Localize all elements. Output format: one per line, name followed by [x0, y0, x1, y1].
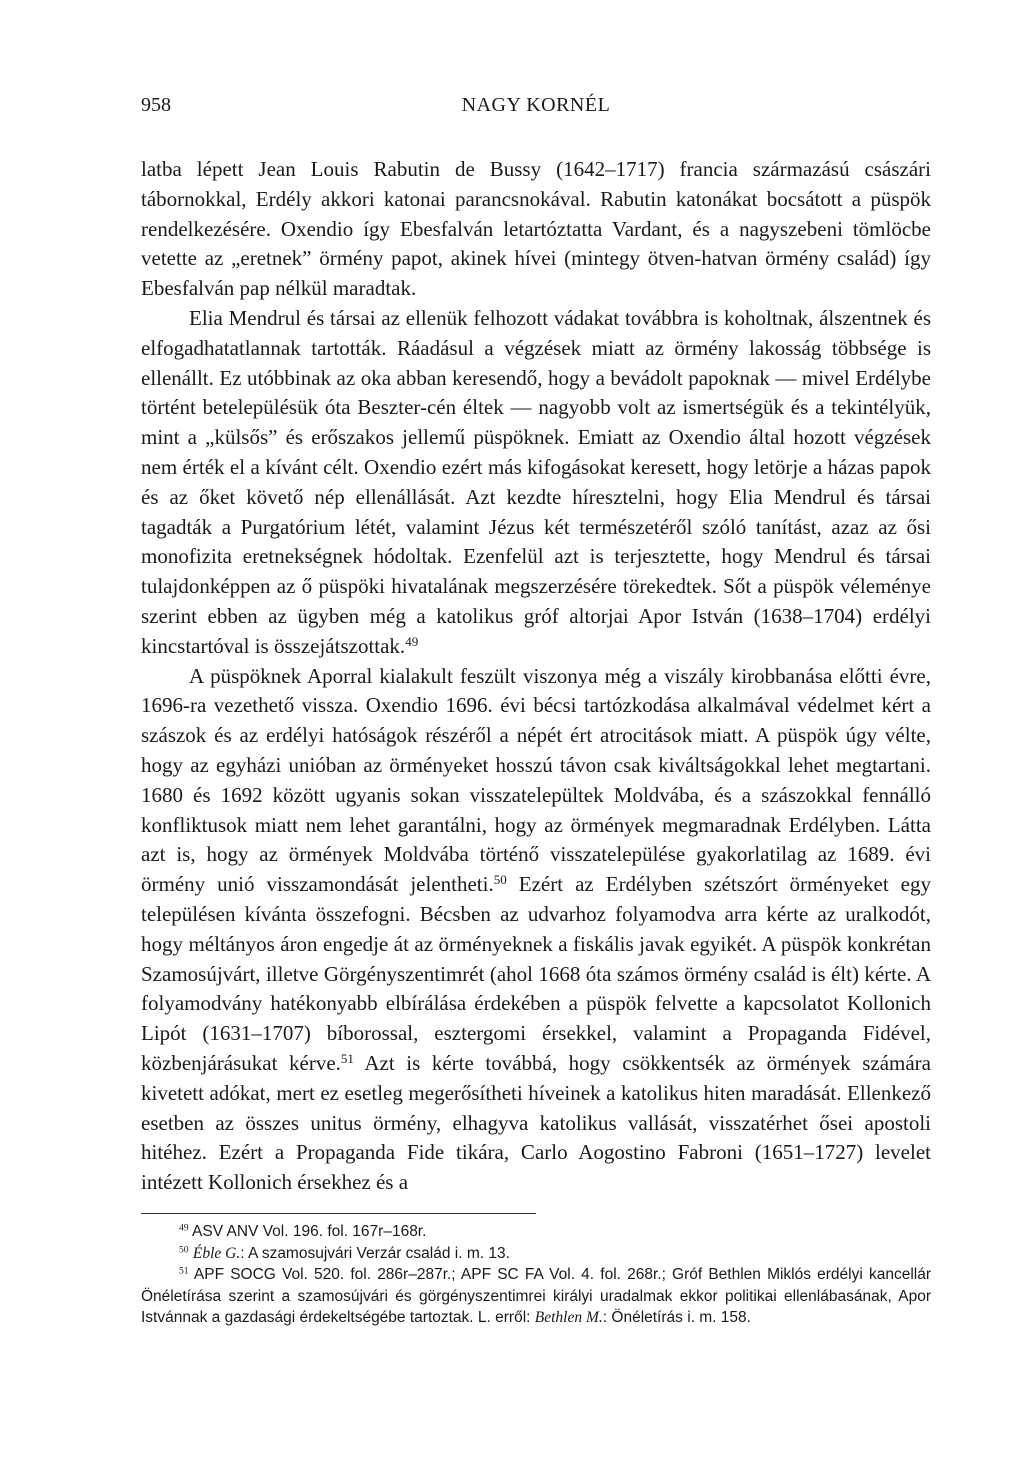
paragraph-2: [141, 304, 931, 662]
paragraph-3-text-a: A püspöknek Aporral kialakult feszült viszonya még a viszály kirobbanása előtti évre, 1696-ra vezethető vissza. Oxendio 1696. évi bécsi tartózkodása alkalmával védelmet kért a szászok és az erdélyi hatóságok részéről a népét ért atrocitások miatt. A püspök úgy vélte, hogy az egyházi unióban az örményeket hosszú távon csak kiváltságokkal lehet megtartani. 1680 és 1692 között ugyanis sokan visszatelepültek Moldvába, és a szászokkal fennálló konfliktusok miatt nem lehet garantálni, hogy az örmények megmaradnak Erdélyben. Látta azt is, hogy az örmények Moldvába történő visszatelepülése gyakorlatilag az 1689. évi örmény unió visszamondását jelentheti.: [141, 663, 931, 897]
footnote-text: APF SOCG Vol. 520. fol. 286r–287r.; APF SC FA Vol. 4. fol. 268r.; Gróf Bethlen Miklós erdélyi kancellár Önéletírása szerint a szamosújvári és görgényszentimrei királyi uradalmak ekkor politikai ellenlábasának, Apor Istvánnak a gazdasági érdekeltségébe tartoztak. L. erről:: [141, 1266, 931, 1326]
footnote-mark: 49: [179, 1222, 189, 1234]
footnote-divider: [141, 1213, 536, 1214]
body-text: [141, 155, 931, 1198]
footnote-author: Éble G.: [192, 1244, 241, 1262]
footnote-50: [141, 1243, 931, 1265]
footnote-49: [141, 1221, 931, 1243]
paragraph-1-text: latba lépett Jean Louis Rabutin de Bussy (1642–1717) francia származású császári tábornokkal, Erdély akkori katonai parancsnokával. Rabutin katonákat bocsátott a püspök rendelkezésére. Oxendio így Ebesfalván letartóztatta Vardant, és a nagyszebeni tömlöcbe vetette az „eretnek” örmény papot, akinek hívei (mintegy ötven-hatvan örmény család) így Ebesfalván pap nélkül maradtak.: [141, 157, 931, 301]
footnote-text: : A szamosujvári Verzár család i. m. 13.: [240, 1244, 510, 1262]
paragraph-2-text: Elia Mendrul és társai az ellenük felhozott vádakat továbbra is koholtnak, álszentnek és elfogadhatatlannak tartották. Ráadásul a végzések miatt az örmény lakosság többsége is ellenállt. Ez utóbbinak az oka abban keresendő, hogy a bevádolt papoknak — mivel Erdélybe történt betelepülésük óta Beszter-cén éltek — nagyobb volt az ismertségük és a tekintélyük, mint a „külsős” és erőszakos jellemű püspöknek. Emiatt az Oxendio által hozott végzések nem érték el a kívánt célt. Oxendio ezért más kifogásokat keresett, hogy letörje a házas papok és az őket követő nép ellenállását. Azt kezdte híresztelni, hogy Elia Mendrul és társai tagadták a Purgatórium létét, valamint Jézus két természetéről szóló tanítást, azaz az ősi monofizita eretnekségnek hódoltak. Ezenfelül azt is terjesztette, hogy Mendrul és társai tulajdonképpen az ő püspöki hivatalának megszerzésére törekedtek. Sőt a püspök véleménye szerint ebben az ügyben még a katolikus gróf altorjai Apor István (1638–1704) erdélyi kincstartóval is összejátszottak.: [141, 305, 931, 658]
footnote-text: ASV ANV Vol. 196. fol. 167r–168r.: [192, 1223, 427, 1240]
footnote-51: [141, 1264, 931, 1329]
footnote-ref-50: 50: [493, 871, 507, 887]
footnote-mark: 50: [179, 1244, 189, 1256]
footnotes: [141, 1221, 931, 1329]
footnote-mark: 51: [179, 1265, 189, 1277]
footnote-ref-51: 51: [340, 1050, 354, 1066]
running-title: NAGY KORNÉL: [461, 94, 611, 116]
paragraph-3-text-b: Ezért az Erdélyben szétszórt örményeket egy településen kívánta összefogni. Bécsben az udvarhoz folyamodva arra kérte az uralkodót, hogy méltányos áron engedje át az örményeknek a fiskális javak egyikét. A püspök konkrétan Szamosújvárt, illetve Görgényszentimrét (ahol 1668 óta számos örmény család is élt) kérte. A folyamodvány hatékonyabb elbírálása érdekében a püspök felvette a kapcsolatot Kollonich Lipót (1631–1707) bíborossal, esztergomi érsekkel, valamint a Propaganda Fidével, közbenjárásukat kérve.: [141, 872, 932, 1075]
footnote-ref-49: 49: [405, 633, 419, 649]
footnote-author: Bethlen M.: [534, 1309, 603, 1326]
footnote-text: : Önéletírás i. m. 158.: [602, 1309, 751, 1326]
paragraph-3-text-c: Azt is kérte továbbá, hogy csökkentsék az örmények számára kivetett adókat, mert ez esetleg megerősítheti híveinek a katolikus hiten maradását. Ellenkező esetben az összes unitus örmény, elhagyva katolikus vallását, visszatérhet ősei apostoli hitéhez. Ezért a Propaganda Fide tikára, Carlo Aogostino Fabroni (1651–1727) levelet intézett Kollonich érsekhez és a: [141, 1050, 931, 1195]
paragraph-3: [141, 662, 931, 1198]
page-number: 958: [141, 94, 171, 116]
running-head: [141, 94, 931, 120]
paragraph-1: [141, 155, 931, 304]
